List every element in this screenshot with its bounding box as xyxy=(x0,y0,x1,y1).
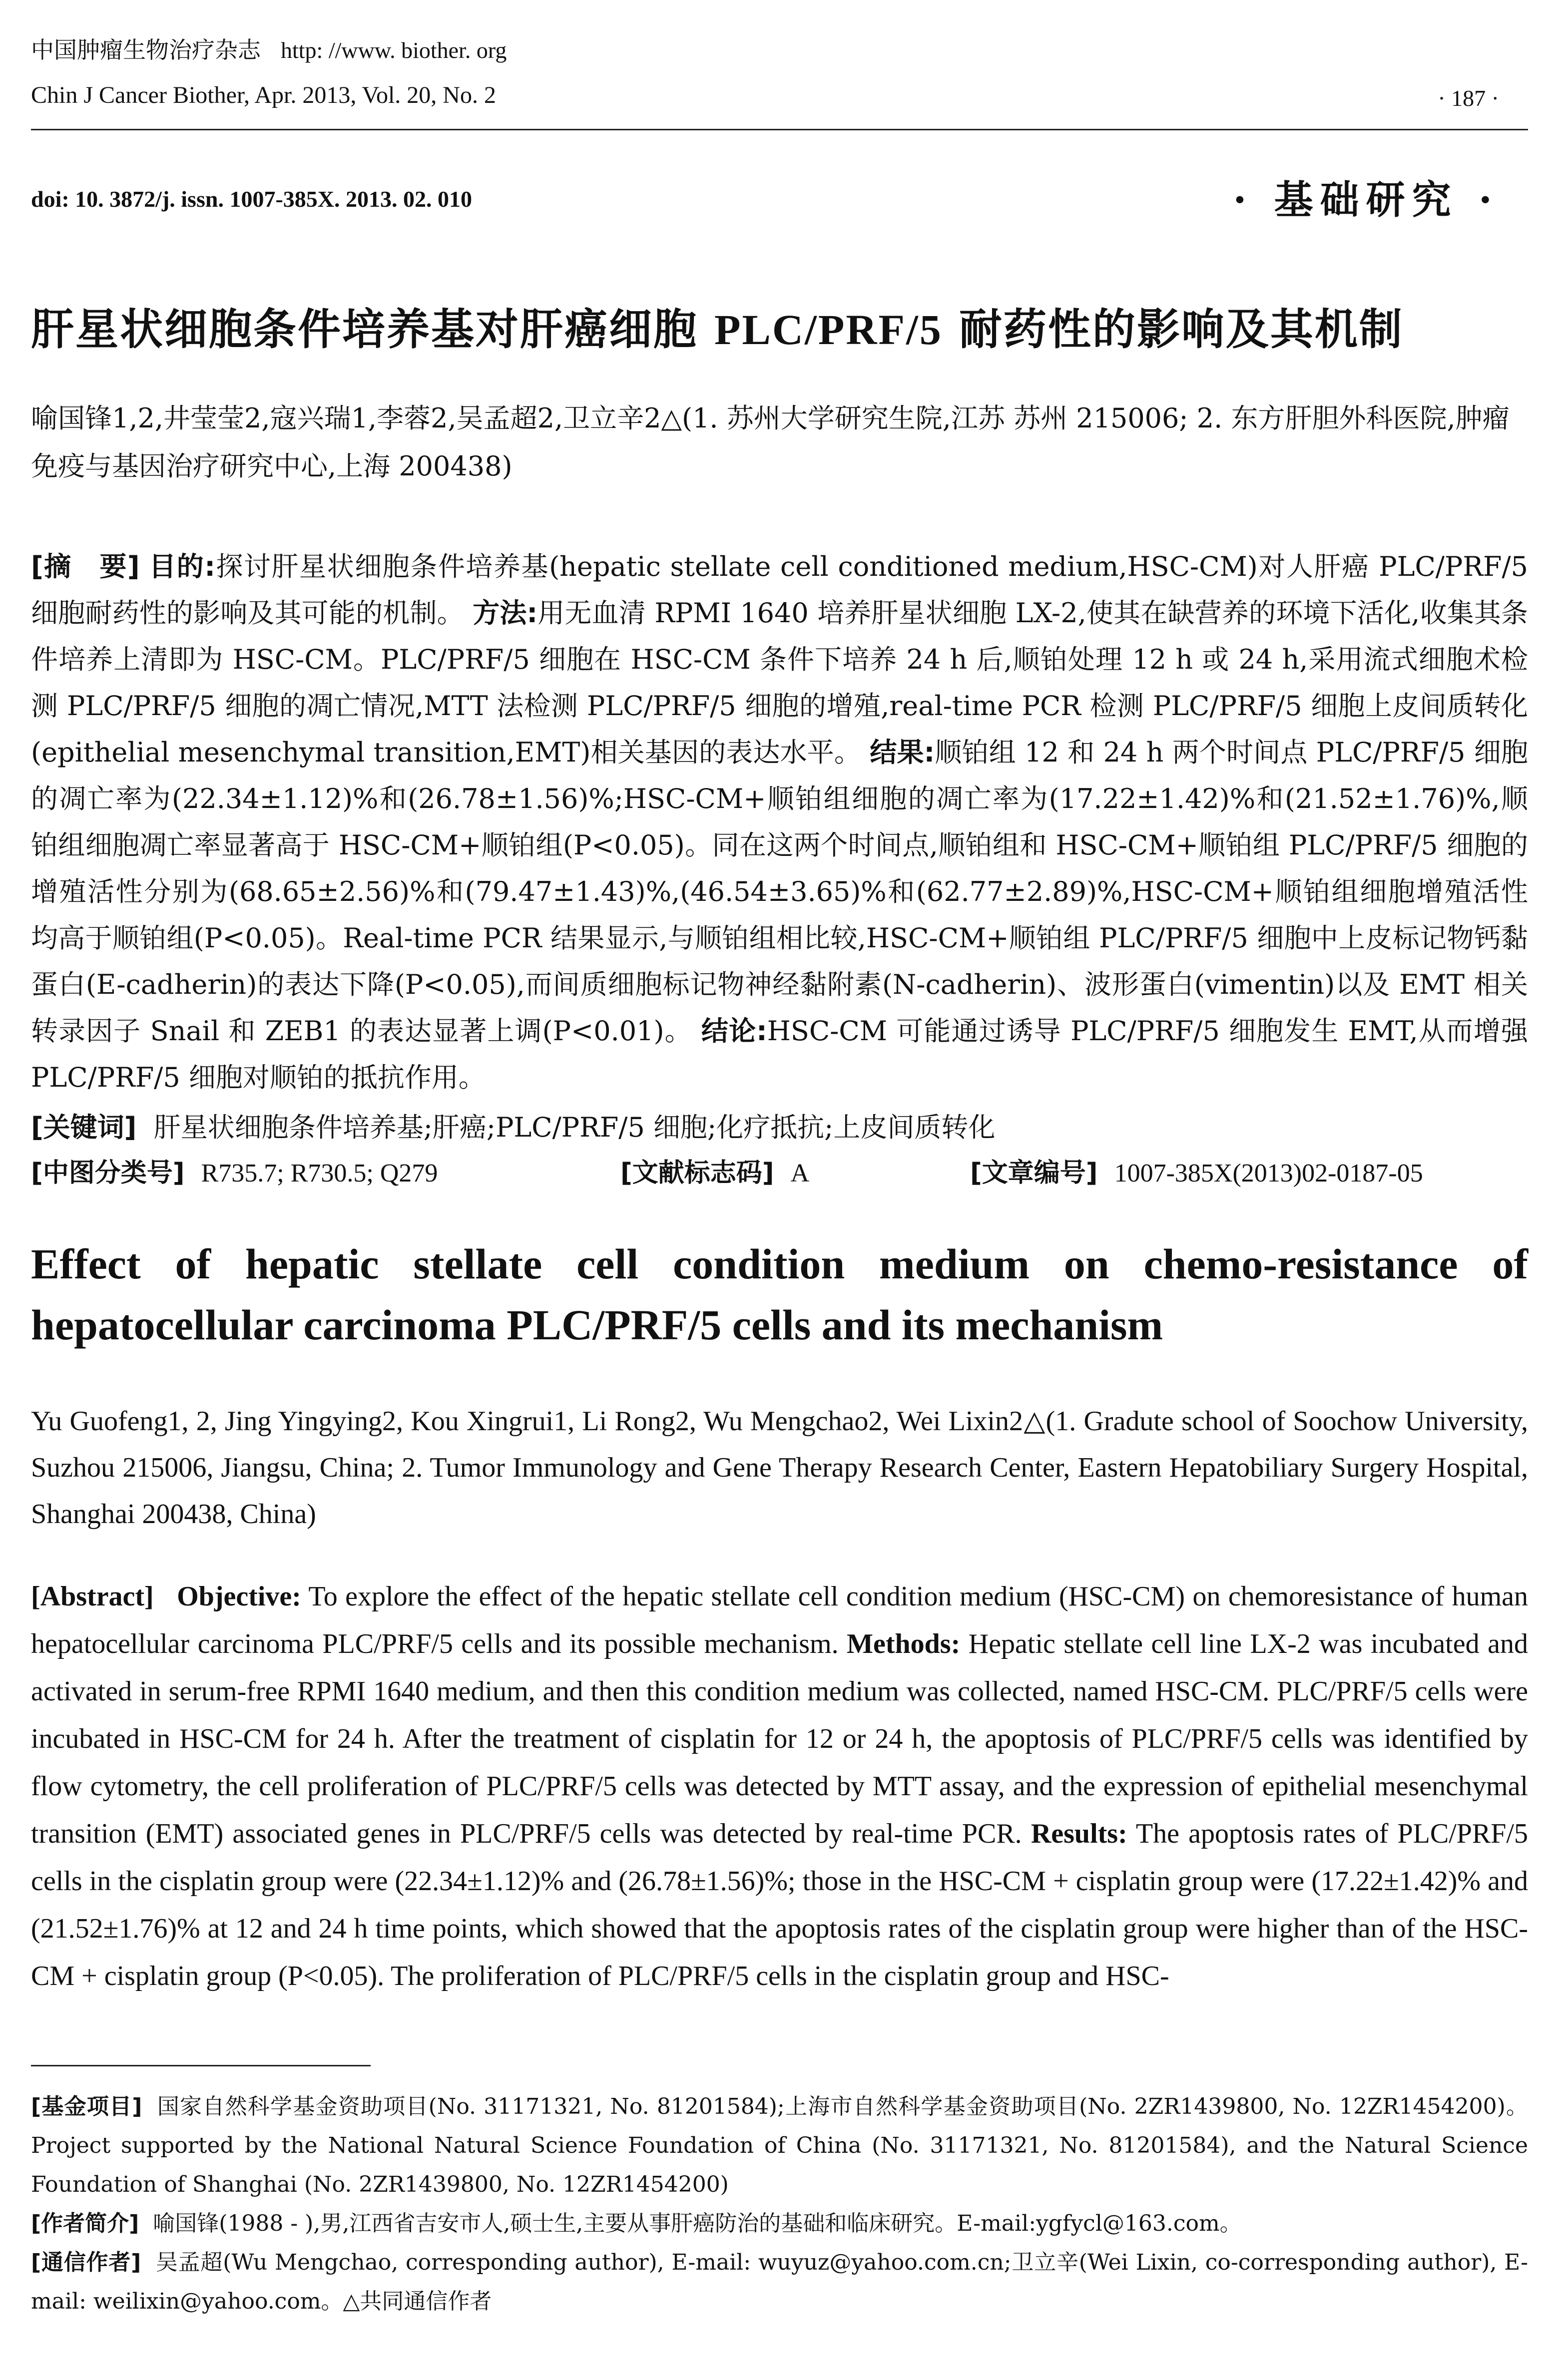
section-tag: · 基础研究 · xyxy=(1233,177,1499,223)
journal-name-en: Chin J Cancer Biother, Apr. 2013, Vol. 20, No. 2 xyxy=(31,82,496,108)
classification-line: [中图分类号] R735.7; R730.5; Q279 [文献标志码] A [文章编号] 1007-385X(2013)02-0187-05 xyxy=(31,1158,1423,1188)
title-cn: 肝星状细胞条件培养基对肝癌细胞 PLC/PRF/5 耐药性的影响及其机制 xyxy=(31,305,1404,355)
abstract-en-label: [Abstract] xyxy=(31,1581,154,1612)
abstract-en: [Abstract] Objective: To explore the effect of the hepatic stellate cell condition medium (HSC-CM) on chemoresistance of human hepatocellular carcinoma PLC/PRF/5 cells and its possible mechanism. Methods: Hepatic stellate cell line LX-2 was incubated and activated in serum-free RPMI 1640 medium, and then this condition medium was collected, named HSC-CM. PLC/PRF/5 cells were incubated in HSC-CM for 24 h. After the treatment of cisplatin for 12 or 24 h, the apoptosis of PLC/PRF/5 cells was identified by flow cytometry, the cell proliferation of PLC/PRF/5 cells was detected by MTT assay, and the expression of epithelial mesenchymal transition (EMT) associated genes in PLC/PRF/5 cells was detected by real-time PCR. Results: The apoptosis rates of PLC/PRF/5 cells in the cisplatin group were (22.34±1.12)% and (26.78±1.56)%; those in the HSC-CM + cisplatin group were (17.22±1.42)% and (21.52±1.76)% at 12 and 24 h time points, which showed that the apoptosis rates of the cisplatin group were higher than of the HSC-CM + cisplatin group (P<0.05). The proliferation of PLC/PRF/5 cells in the cisplatin group and HSC- xyxy=(31,1581,1529,1991)
journal-name-cn: 中国肿瘤生物治疗杂志 xyxy=(31,36,261,63)
header-rule xyxy=(31,129,1528,130)
abstract-cn-label: [摘 要] xyxy=(31,551,140,582)
page-number: · 187 · xyxy=(1438,85,1499,111)
footnote-corresponding: [通信作者] 吴孟超(Wu Mengchao, corresponding author), E-mail: wuyuz@yahoo.com.cn;卫立辛(Wei Lixin, co-corresponding author), E-mail: weilixin@yahoo.com。△共同通信作者 xyxy=(31,2250,1528,2314)
footnote-rule xyxy=(31,2065,371,2066)
footnote-author: [作者简介] 喻国锋(1988 - ),男,江西省吉安市人,硕士生,主要从事肝癌防治的基础和临床研究。E-mail:ygfycl@163.com。 xyxy=(31,2211,1242,2236)
doi[interactable]: doi: 10. 3872/j. issn. 1007-385X. 2013. 02. 010 xyxy=(31,186,472,212)
authors-en: Yu Guofeng1, 2, Jing Yingying2, Kou Xingrui1, Li Rong2, Wu Mengchao2, Wei Lixin2△(1. Gradute school of Soochow University, Suzhou 215006, Jiangsu, China; 2. Tumor Immunology and Gene Therapy Research Center, Eastern Hepatobiliary Surgery Hospital, Shanghai 200438, China) xyxy=(31,1406,1528,1530)
footnote-fund: [基金项目] 国家自然科学基金资助项目(No. 31171321, No. 81201584);上海市自然科学基金资助项目(No. 2ZR1439800, No. 12ZR1454200)。Project supported by the National Natural Science Foundation of China (No. 31171321, No. 81201584), and the Natural Science Foundation of Shanghai (No. 2ZR1439800, No. 12ZR1454200) xyxy=(31,2094,1529,2197)
authors-cn: 喻国锋1,2,井莹莹2,寇兴瑞1,李蓉2,吴孟超2,卫立辛2△(1. 苏州大学研究生院,江苏 苏州 215006; 2. 东方肝胆外科医院,肿瘤免疫与基因治疗研究中心,上海 200438) xyxy=(31,402,1510,482)
abstract-cn: [摘 要] 目的:探讨肝星状细胞条件培养基(hepatic stellate cell conditioned medium,HSC-CM)对人肝癌 PLC/PRF/5 细胞耐药性的影响及其可能的机制。 方法:用无血清 RPMI 1640 培养肝星状细胞 LX-2,使其在缺营养的环境下活化,收集其条件培养上清即为 HSC-CM。PLC/PRF/5 细胞在 HSC-CM 条件下培养 24 h 后,顺铂处理 12 h 或 24 h,采用流式细胞术检测 PLC/PRF/5 细胞的凋亡情况,MTT 法检测 PLC/PRF/5 细胞的增殖,real-time PCR 检测 PLC/PRF/5 细胞上皮间质转化(epithelial mesenchymal transition,EMT)相关基因的表达水平。 结果:顺铂组 12 和 24 h 两个时间点 PLC/PRF/5 细胞的凋亡率为(22.34±1.12)%和(26.78±1.56)%;HSC-CM+顺铂组细胞的凋亡率为(17.22±1.42)%和(21.52±1.76)%,顺铂组细胞凋亡率显著高于 HSC-CM+顺铂组(P<0.05)。同在这两个时间点,顺铂组和 HSC-CM+顺铂组 PLC/PRF/5 细胞的增殖活性分别为(68.65±2.56)%和(79.47±1.43)%,(46.54±3.65)%和(62.77±2.89)%,HSC-CM+顺铂组细胞增殖活性均高于顺铂组(P<0.05)。Real-time PCR 结果显示,与顺铂组相比较,HSC-CM+顺铂组 PLC/PRF/5 细胞中上皮标记物钙黏蛋白(E-cadherin)的表达下降(P<0.05),而间质细胞标记物神经黏附素(N-cadherin)、波形蛋白(vimentin)以及 EMT 相关转录因子 Snail 和 ZEB1 的表达显著上调(P<0.01)。 结论:HSC-CM 可能通过诱导 PLC/PRF/5 细胞发生 EMT,从而增强 PLC/PRF/5 细胞对顺铂的抵抗作用。 xyxy=(31,551,1528,1093)
journal-url[interactable]: http: //www. biother. org xyxy=(281,37,507,63)
footnotes xyxy=(31,2087,1528,2321)
running-header xyxy=(31,27,507,118)
keywords-cn: [关键词] 肝星状细胞条件培养基;肝癌;PLC/PRF/5 细胞;化疗抵抗;上皮间质转化 xyxy=(31,1112,996,1143)
title-en: Effect of hepatic stellate cell condition medium on chemo-resistance of hepatocellular carcinoma PLC/PRF/5 cells and its mechanism xyxy=(31,1240,1528,1349)
